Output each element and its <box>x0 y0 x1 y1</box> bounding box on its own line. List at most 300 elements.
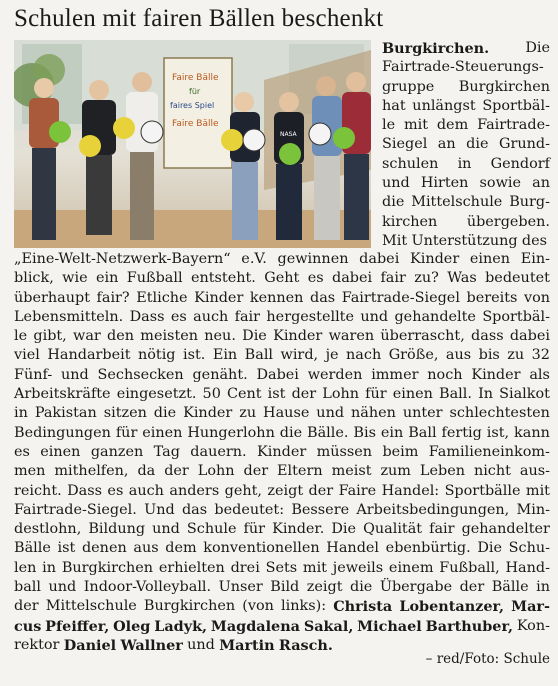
word: Kinder <box>256 443 307 460</box>
word: ist, <box>486 424 510 441</box>
ball-icon <box>79 135 101 157</box>
intro-line <box>382 39 550 58</box>
word: anders <box>169 482 220 499</box>
word: Min- <box>516 501 550 518</box>
word: Handarbeit <box>47 347 131 364</box>
word: Unterstützung <box>411 232 518 249</box>
person-2 <box>82 80 116 235</box>
word: jeweils <box>332 559 384 576</box>
word: mit <box>302 559 327 576</box>
body-line <box>14 482 550 501</box>
word: Ein- <box>520 251 550 267</box>
word: ein <box>380 424 404 441</box>
word: zu? <box>414 270 439 287</box>
word: ist <box>267 386 286 403</box>
word: fertig <box>441 424 482 441</box>
word: Bälle <box>14 540 51 557</box>
person-5 <box>274 92 304 240</box>
word: Eltern <box>277 463 323 480</box>
word: überhaupt <box>14 289 90 306</box>
word: bis <box>478 347 500 364</box>
word: Kon- <box>516 617 550 634</box>
word: Bis <box>353 424 376 441</box>
word: Kinder <box>273 328 323 345</box>
word: Fairtrade- <box>477 117 550 134</box>
word: Die <box>525 40 550 56</box>
body-line <box>14 269 550 288</box>
word: Etliche <box>136 289 188 306</box>
intro-line <box>382 155 550 174</box>
word: noch <box>427 366 463 383</box>
word: Fünf- <box>14 366 53 383</box>
word: mit <box>403 117 428 134</box>
word: dabei <box>331 270 373 287</box>
word: fair <box>380 270 406 287</box>
photo-illustration <box>14 40 371 248</box>
word: beim <box>382 443 419 460</box>
word: Schule <box>186 521 237 538</box>
intro-line <box>382 135 550 154</box>
word: entsteht. <box>190 270 256 287</box>
body-line <box>14 366 550 385</box>
word: hergestellte <box>266 308 354 325</box>
word: die <box>466 136 489 153</box>
word: Fairtrade-Siegel <box>341 289 460 306</box>
word: Lohn <box>322 386 360 403</box>
word: an <box>532 175 550 192</box>
word: der <box>291 386 317 403</box>
word: Fußball <box>126 270 183 287</box>
word: Handel: <box>381 482 440 499</box>
word: aus <box>133 540 159 557</box>
word: reicht. <box>14 482 62 499</box>
word: wird, <box>280 347 319 364</box>
word: erhielten <box>158 559 225 576</box>
word: Arbeitsbedingungen, <box>356 501 510 518</box>
intro-line <box>382 213 550 232</box>
intro-column <box>382 39 550 251</box>
body-line <box>14 501 550 520</box>
word: Sechsecken <box>97 366 184 383</box>
word: denen <box>81 540 127 557</box>
word: überrascht, <box>380 328 465 345</box>
word: der <box>164 463 189 480</box>
word: das <box>181 501 208 518</box>
sign-text-3: faires Spiel <box>170 101 215 110</box>
word: Lobentanzer, <box>399 598 505 616</box>
word: der <box>308 482 334 499</box>
word: geht, <box>224 482 262 499</box>
word: Bedingungen <box>14 424 111 441</box>
word: auch <box>193 308 229 325</box>
word: der <box>243 463 269 480</box>
word: fair <box>234 308 261 325</box>
word: Bild <box>270 579 300 596</box>
word: es <box>14 443 30 460</box>
word: Kinder <box>409 251 460 267</box>
word: meist <box>331 463 372 480</box>
word: Die <box>242 328 267 345</box>
word: len <box>14 559 37 576</box>
word: meisten <box>140 328 199 345</box>
body-line <box>14 617 550 636</box>
word: kirchen <box>382 213 438 230</box>
word: Cent <box>226 386 262 403</box>
word: Pfeiffer, <box>45 617 110 635</box>
ball-icon <box>333 127 355 149</box>
word: und <box>382 175 410 192</box>
body-line <box>14 289 550 308</box>
word: mithelfen, <box>54 463 129 480</box>
word: destlohn, <box>14 521 82 538</box>
word: ist. <box>182 347 206 364</box>
word: zu <box>507 347 525 364</box>
intro-line <box>382 193 550 212</box>
word: Ball <box>244 347 274 364</box>
word: Dass <box>129 308 165 325</box>
word: gewinnen <box>277 251 349 267</box>
word: le <box>14 328 28 345</box>
word: und <box>187 636 215 653</box>
word: Fairtrade-Steuerungs- <box>382 59 544 76</box>
word: es <box>107 482 124 499</box>
word: Sakal, <box>303 617 354 635</box>
word: ist <box>57 540 76 557</box>
word: war <box>73 328 101 345</box>
ball-icon <box>49 121 71 143</box>
body-line <box>14 520 550 539</box>
word: dabei <box>509 328 550 345</box>
word: in <box>536 579 550 596</box>
word: Größe, <box>388 347 439 364</box>
word: und <box>48 579 77 596</box>
word: Mar- <box>511 598 550 616</box>
word: und <box>60 366 89 383</box>
word: nötig <box>137 347 176 364</box>
word: nach <box>346 347 382 364</box>
intro-line <box>382 232 550 251</box>
word: Faire <box>338 482 377 499</box>
word: eingesetzt. <box>116 386 197 403</box>
word: Was <box>447 270 477 287</box>
word: des <box>521 232 547 249</box>
word: Magdalena <box>210 617 301 635</box>
word: der <box>459 579 485 596</box>
intro-line <box>382 116 550 135</box>
shirt-text: NASA <box>280 131 297 138</box>
word: Lohn <box>197 463 235 480</box>
word: Fairtrade-Siegel. <box>14 501 137 518</box>
intro-line <box>382 58 550 77</box>
word: waren <box>328 328 375 345</box>
word: e.V. <box>241 251 267 267</box>
word: einen <box>469 251 511 267</box>
sign-text-2: für <box>189 87 201 96</box>
word: Handel <box>326 540 380 557</box>
word: ball <box>14 579 41 596</box>
word: Familieneinkom- <box>428 443 550 460</box>
word: einem <box>388 559 434 576</box>
person-1 <box>29 78 59 240</box>
word: nicht <box>473 463 511 480</box>
word: bereits <box>466 289 518 306</box>
word: Christa <box>333 598 393 616</box>
word: einen <box>40 443 81 460</box>
word: Arbeitskräfte <box>14 386 111 403</box>
word: Siegel <box>382 136 428 153</box>
word: Sets <box>265 559 298 576</box>
word: die <box>349 579 373 596</box>
word: Bildung <box>88 521 146 538</box>
word: blick, <box>14 270 54 287</box>
intro-line <box>382 174 550 193</box>
word: Mit <box>382 232 408 249</box>
word: neu. <box>204 328 236 345</box>
word: Leben <box>419 463 465 480</box>
word: Pakistan <box>34 405 97 422</box>
word: Die <box>477 540 503 557</box>
word: in <box>14 405 28 422</box>
word: Fußball, <box>439 559 500 576</box>
word: aus- <box>519 463 550 480</box>
word: 32 <box>531 347 550 364</box>
word: rektor <box>14 636 60 653</box>
word: es <box>307 270 324 287</box>
word: Sportbälle <box>444 482 521 499</box>
body-line <box>14 462 550 481</box>
body-line <box>14 385 550 404</box>
ball-icon <box>309 123 331 145</box>
word: Gendorf <box>490 155 550 172</box>
article-body <box>14 250 550 655</box>
word: Unser <box>218 579 263 596</box>
word: aus <box>445 347 472 364</box>
word: je <box>325 347 339 364</box>
word: Rasch. <box>278 636 333 654</box>
word: ebenbürtig. <box>385 540 471 557</box>
word: die <box>279 424 303 441</box>
word: Burgkirchen. <box>382 40 490 57</box>
intro-line <box>382 97 550 116</box>
word: auch <box>128 482 164 499</box>
word: Mittelschule <box>411 194 503 211</box>
word: Und <box>144 501 175 518</box>
word: In <box>478 386 494 403</box>
word: dem <box>436 117 469 134</box>
body-line <box>14 443 550 462</box>
headline: Schulen mit fairen Bällen beschenkt <box>14 5 384 32</box>
ball-icon <box>113 117 135 139</box>
word: Lebensmitteln. <box>14 308 124 325</box>
word: zeigt <box>306 579 343 596</box>
ball-icon <box>141 121 163 143</box>
sign-text-4: Faire Bälle <box>172 119 219 129</box>
group-photo <box>14 40 371 248</box>
word: der <box>14 598 39 615</box>
word: für <box>365 386 387 403</box>
word: die <box>153 405 177 422</box>
word: 50 <box>202 386 221 403</box>
word: Kinder. <box>272 521 325 538</box>
word: Ein <box>212 347 238 364</box>
word: einen <box>142 424 183 441</box>
word: Die <box>331 521 357 538</box>
word: Hirten <box>420 175 469 192</box>
word: Geht <box>264 270 300 287</box>
ball-icon <box>279 143 301 165</box>
word: mit <box>525 482 550 499</box>
word: in <box>457 155 472 172</box>
word: drei <box>230 559 260 576</box>
word: Ball. <box>439 386 472 403</box>
word: für <box>243 521 266 538</box>
word: gruppe <box>382 78 435 95</box>
word: ein <box>95 270 119 287</box>
word: immer <box>371 366 419 383</box>
word: kennen <box>249 289 304 306</box>
word: Qualität <box>363 521 423 538</box>
word: Grund- <box>498 136 550 153</box>
person-7 <box>342 72 371 240</box>
word: dass <box>471 328 504 345</box>
body-line <box>14 250 550 269</box>
word: es <box>170 308 187 325</box>
word: Dass <box>67 482 102 499</box>
word: Schu- <box>508 540 550 557</box>
person-4 <box>230 92 260 240</box>
word: einen <box>392 386 433 403</box>
word: Sportbäl- <box>482 97 550 114</box>
word: Ball <box>408 424 437 441</box>
body-line <box>14 346 550 365</box>
word: cus <box>14 617 42 635</box>
word: Sportbäl- <box>482 308 550 325</box>
word: zu <box>239 405 257 422</box>
body-line <box>14 327 550 346</box>
word: Indoor-Volleyball. <box>83 579 212 596</box>
word: hat <box>382 97 406 114</box>
word: men <box>14 463 46 480</box>
body-line <box>14 578 550 597</box>
word: schlechtesten <box>449 405 550 422</box>
word: (von <box>242 598 274 615</box>
word: und <box>360 308 389 325</box>
word: das <box>309 289 336 306</box>
body-line <box>14 308 550 327</box>
word: ganzen <box>90 443 144 460</box>
word: le <box>382 117 396 134</box>
body-line <box>14 559 550 578</box>
word: schulen <box>382 155 439 172</box>
word: sowie <box>479 175 522 192</box>
word: als <box>529 366 550 383</box>
word: Hause <box>263 405 310 422</box>
word: dauern. <box>190 443 247 460</box>
word: sitzen <box>103 405 147 422</box>
word: unter <box>402 405 443 422</box>
sign-text-1: Faire Bälle <box>172 73 219 83</box>
word: Michael <box>357 617 422 635</box>
word: da <box>137 463 156 480</box>
word: und <box>152 521 180 538</box>
word: wie <box>62 270 88 287</box>
word: an <box>437 136 456 153</box>
word: von <box>523 289 550 306</box>
intro-line <box>382 78 550 97</box>
word: unlängst <box>412 97 476 114</box>
word: werden <box>307 366 363 383</box>
word: nähen <box>350 405 396 422</box>
word: Daniel <box>63 636 117 654</box>
word: Burgkirchen <box>143 598 236 615</box>
body-line <box>14 424 550 443</box>
word: fair <box>429 521 455 538</box>
word: Dabei <box>256 366 299 383</box>
word: Kinder <box>183 405 233 422</box>
body-line <box>14 539 550 558</box>
word: Bessere <box>291 501 350 518</box>
word: Hungerlohn <box>187 424 275 441</box>
word: Martin <box>219 636 275 654</box>
word: kann <box>514 424 550 441</box>
word: bedeutet <box>485 270 550 287</box>
word: Burgkirchen <box>61 559 154 576</box>
word: „Eine-Welt-Netzwerk-Bayern“ <box>14 251 231 267</box>
word: gibt, <box>33 328 67 345</box>
word: müssen <box>316 443 373 460</box>
word: Burgkirchen <box>458 78 550 95</box>
word: Ladyk, <box>154 617 208 635</box>
word: Übergabe <box>379 579 453 596</box>
body-line <box>14 597 550 616</box>
word: die <box>382 194 405 211</box>
word: gehandelter <box>461 521 550 538</box>
word: Barthuber, <box>425 617 513 635</box>
photo-credit: – red/Foto: Schule <box>425 651 550 667</box>
ball-icon <box>243 129 265 151</box>
word: Sialkot <box>499 386 550 403</box>
word: den <box>107 328 135 345</box>
word: Bälle <box>491 579 529 596</box>
word: Tag <box>153 443 180 460</box>
word: genäht. <box>192 366 248 383</box>
ball-icon <box>221 129 243 151</box>
word: Kinder <box>194 289 244 306</box>
word: gehandelte <box>394 308 476 325</box>
word: links): <box>281 598 327 615</box>
word: in <box>42 559 57 576</box>
word: viel <box>14 347 40 364</box>
word: dem <box>165 540 197 557</box>
word: für <box>115 424 138 441</box>
person-3 <box>126 72 158 240</box>
word: konventionellen <box>203 540 320 557</box>
body-line <box>14 404 550 423</box>
word: Hand- <box>505 559 550 576</box>
word: Mittelschule <box>45 598 137 615</box>
word: fair? <box>96 289 130 306</box>
word: bedeutet: <box>214 501 285 518</box>
word: und <box>316 405 345 422</box>
person-6 <box>312 76 342 240</box>
word: Bälle. <box>307 424 349 441</box>
word: zeigt <box>267 482 304 499</box>
word: übergeben. <box>466 213 550 230</box>
word: Oleg <box>113 617 151 635</box>
word: Kinder <box>471 366 521 383</box>
word: Burg- <box>509 194 550 211</box>
word: Wallner <box>120 636 183 654</box>
